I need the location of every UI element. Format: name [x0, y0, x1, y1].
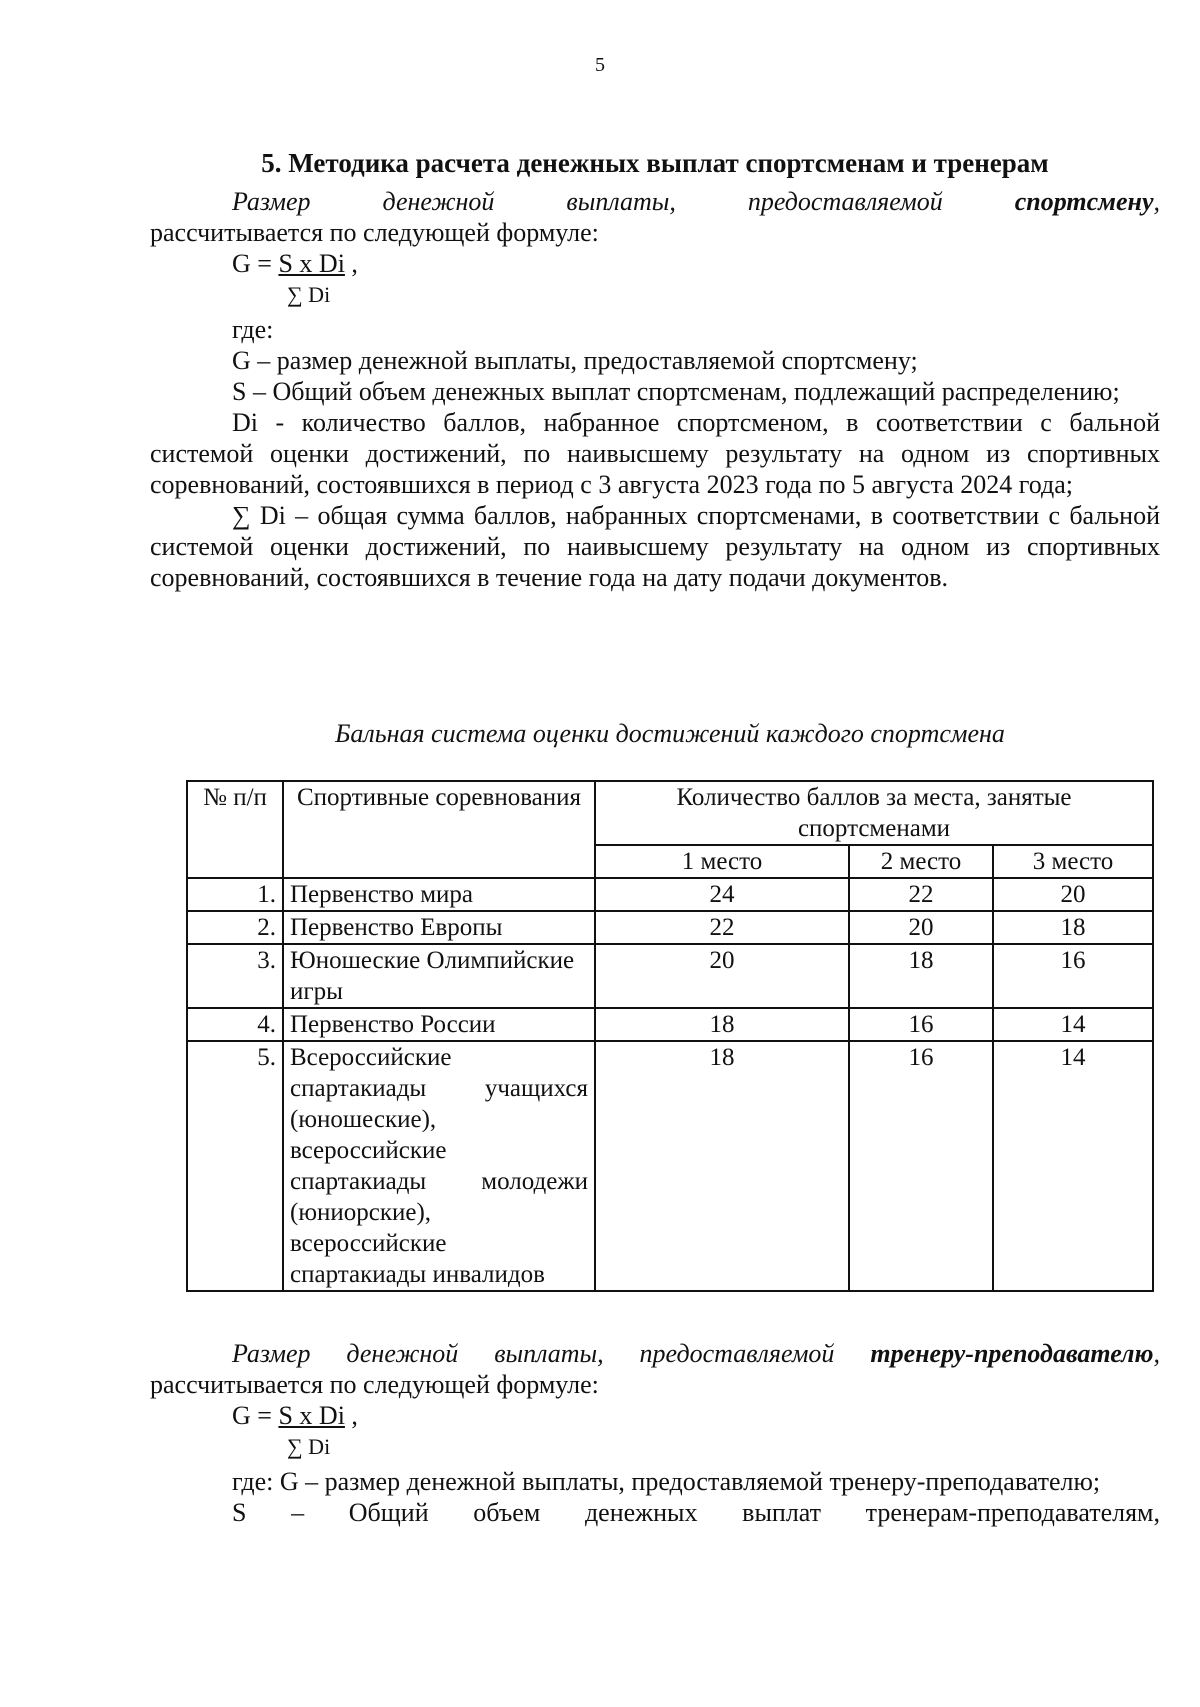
formula-lhs: G = — [232, 1401, 279, 1430]
row-competition: Всероссийские спартакиады учащихся (юношеские), всероссийские спартакиады молодежи (юниорские), всероссийские спартакиады инвалидов — [283, 1041, 595, 1291]
row-competition: Первенство Европы — [283, 911, 595, 944]
header-competitions: Спортивные соревнования — [283, 781, 595, 878]
row-num: 1. — [187, 878, 283, 911]
row-p3: 18 — [993, 911, 1153, 944]
row-p1: 18 — [595, 1008, 849, 1041]
def-di: Di - количество баллов, набранное спортсменом, в соответствии с бальной системой оценки достижений, по наивысшему результату на одном из спортивных соревнований, состоявшихся в период с 3 августа 2023 года по 5 августа 2024 года; — [150, 408, 1160, 499]
page-number: 5 — [595, 54, 605, 76]
row-p1: 18 — [595, 1041, 849, 1291]
table-row — [187, 878, 1153, 911]
table-row — [187, 944, 1153, 1008]
header-place-3: 3 место — [993, 845, 1153, 878]
formula-comma: , — [344, 1401, 358, 1430]
formula-numerator: S x Di — [278, 249, 345, 278]
coach-intro-bold: тренеру-преподавателю — [870, 1339, 1154, 1368]
def-g: G – размер денежной выплаты, предоставляемой спортсмену; — [232, 346, 918, 375]
row-num: 2. — [187, 911, 283, 944]
header-num: № п/п — [187, 781, 283, 878]
athlete-formula — [150, 248, 1160, 310]
coach-def-g: где: G – размер денежной выплаты, предоставляемой тренеру-преподавателю; — [232, 1467, 1101, 1496]
formula-lhs: G = — [232, 249, 279, 278]
row-p2: 16 — [849, 1008, 993, 1041]
coach-formula — [150, 1400, 1160, 1462]
row-p2: 20 — [849, 911, 993, 944]
athlete-intro-bold: спортсмену — [1014, 187, 1154, 216]
row-p1: 24 — [595, 878, 849, 911]
def-sum: ∑ Di – общая сумма баллов, набранных спортсменами, в соответствии с бальной системой оценки достижений, по наивысшему результату на одном из спортивных соревнований, состоявшихся в течение года на дату подачи документов. — [150, 501, 1160, 592]
coach-intro — [150, 1338, 1160, 1400]
formula-numerator: S x Di — [278, 1401, 345, 1430]
row-num: 4. — [187, 1008, 283, 1041]
row-p2: 22 — [849, 878, 993, 911]
row-num: 3. — [187, 944, 283, 1008]
coach-definitions — [150, 1466, 1160, 1528]
section-heading: 5. Методика расчета денежных выплат спортсменам и тренерам — [261, 148, 1049, 178]
header-points: Количество баллов за места, занятые спортсменами — [595, 781, 1153, 845]
row-p1: 20 — [595, 944, 849, 1008]
athlete-definitions — [150, 314, 1160, 593]
row-p3: 20 — [993, 878, 1153, 911]
athlete-intro-text: Размер денежной выплаты, предоставляемой — [232, 187, 1015, 216]
where-label: где: — [232, 315, 274, 344]
athlete-intro-comma: , — [1153, 187, 1160, 216]
row-p3: 14 — [993, 1008, 1153, 1041]
row-competition: Первенство мира — [283, 878, 595, 911]
header-place-1: 1 место — [595, 845, 849, 878]
table-header-row — [187, 781, 1153, 845]
coach-intro-text: Размер денежной выплаты, предоставляемой — [232, 1339, 871, 1368]
table-row — [187, 1041, 1153, 1291]
header-place-2: 2 место — [849, 845, 993, 878]
row-p2: 16 — [849, 1041, 993, 1291]
row-p3: 14 — [993, 1041, 1153, 1291]
points-table — [186, 780, 1154, 1292]
row-competition: Юношеские Олимпийские игры — [283, 944, 595, 1008]
row-competition: Первенство России — [283, 1008, 595, 1041]
def-s: S – Общий объем денежных выплат спортсменам, подлежащий распределению; — [232, 377, 1120, 406]
coach-def-s: S – Общий объем денежных выплат тренерам-преподавателям, — [232, 1498, 1160, 1527]
athlete-intro — [150, 186, 1160, 248]
formula-denominator: ∑ Di — [287, 1434, 331, 1459]
table-row — [187, 1008, 1153, 1041]
coach-intro-line2: рассчитывается по следующей формуле: — [150, 1370, 599, 1399]
athlete-intro-line2: рассчитывается по следующей формуле: — [150, 218, 599, 247]
row-p2: 18 — [849, 944, 993, 1008]
coach-intro-comma: , — [1153, 1339, 1160, 1368]
row-num: 5. — [187, 1041, 283, 1291]
formula-comma: , — [344, 249, 358, 278]
row-p3: 16 — [993, 944, 1153, 1008]
formula-denominator: ∑ Di — [287, 282, 331, 307]
table-row — [187, 911, 1153, 944]
row-p1: 22 — [595, 911, 849, 944]
table-title: Бальная система оценки достижений каждого спортсмена — [335, 719, 1005, 748]
